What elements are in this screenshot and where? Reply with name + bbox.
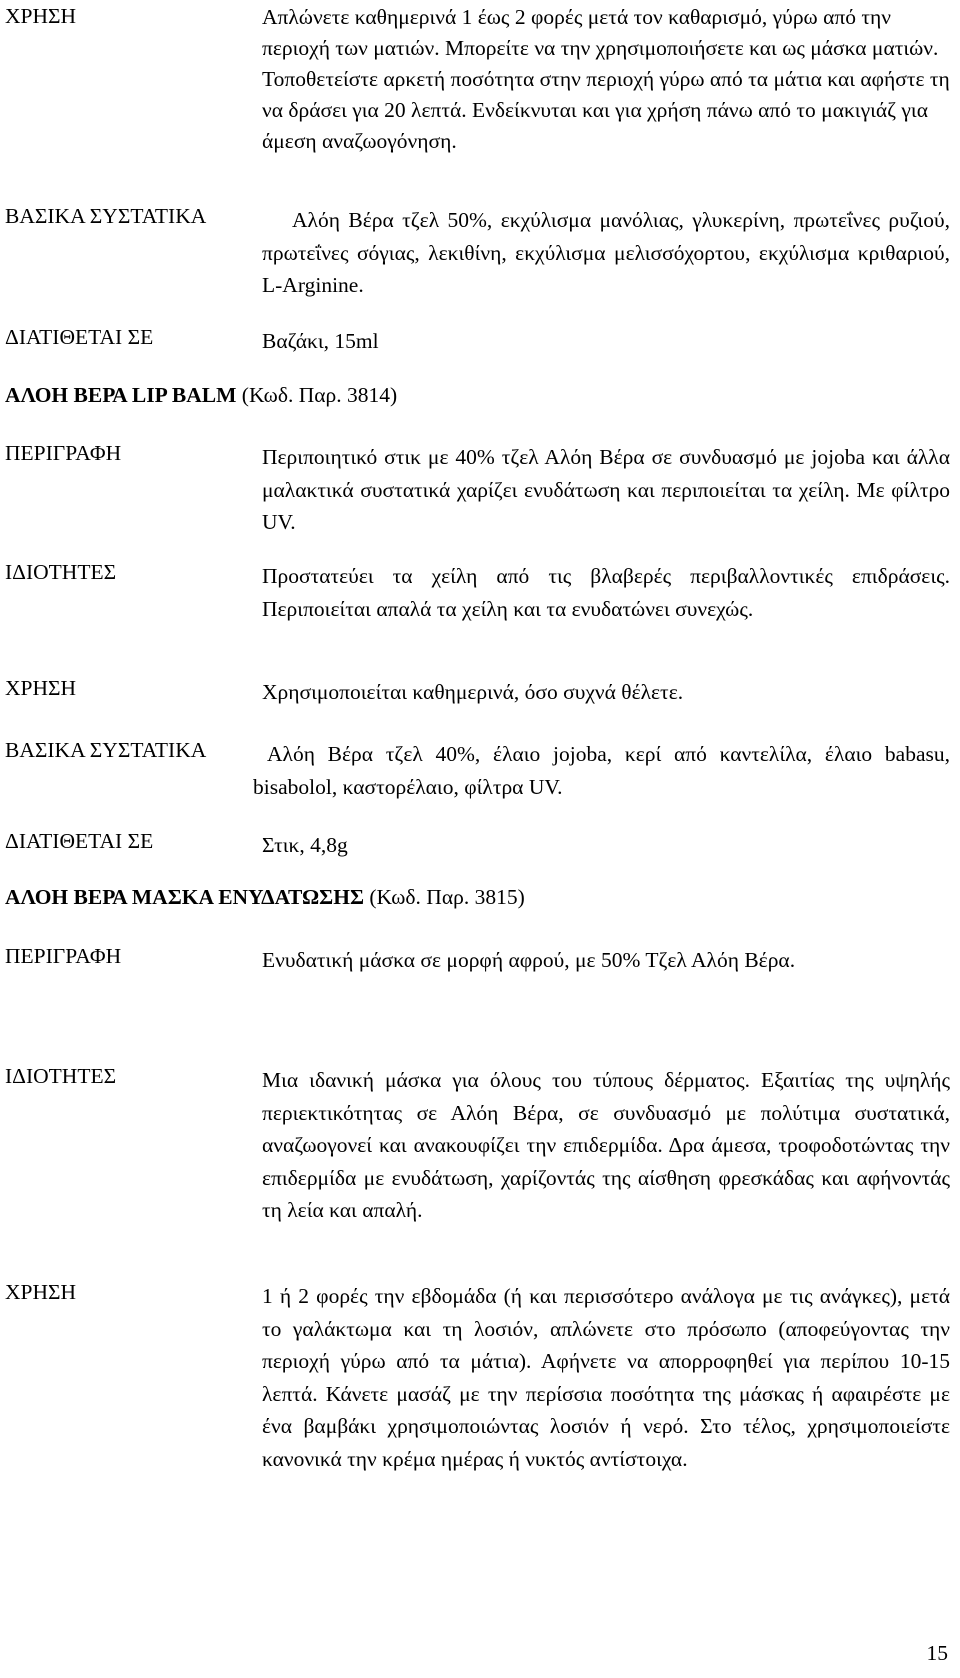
usage-text: Απλώνετε καθημερινά 1 έως 2 φορές μετά τον καθαρισμό, γύρω από την περιοχή των ματιών. Μπορείτε να την χρησιμοποιήσετε και ως μάσκα ματιών. Τοποθετείστε αρκετή ποσότητα στην περιοχή γύρω από τα μάτια και αφήστε τη να δράσει για 20 λεπτά. Ενδείκνυται και για χρήση πάνω από το μακιγιάζ για άμεση αναζωογόνηση.: [262, 5, 950, 153]
ingredients-text-content: Αλόη Βέρα τζελ 50%, εκχύλισμα μανόλιας, γλυκερίνη, πρωτεΐνες ρυζιού, πρωτεΐνες σόγιας, λεκιθίνη, εκχύλισμα μελισσόχορτου, εκχύλισμα κριθαριού, L-Arginine.: [262, 208, 950, 297]
ingredients-text: [262, 204, 950, 302]
mask-title: ΑΛΟΗ ΒΕΡΑ ΜΑΣΚΑ ΕΝΥΔΑΤΩΣΗΣ: [5, 885, 365, 909]
properties-label: ΙΔΙΟΤΗΤΕΣ: [5, 1064, 117, 1088]
available-text: Στικ, 4,8g: [262, 833, 348, 857]
properties-label: ΙΔΙΟΤΗΤΕΣ: [5, 560, 117, 584]
ingredients-label: ΒΑΣΙΚΑ ΣΥΣΤΑΤΙΚΑ: [5, 204, 207, 228]
description-label: ΠΕΡΙΓΡΑΦΗ: [5, 944, 122, 968]
lip-balm-available-row: [5, 829, 950, 861]
usage-label: ΧΡΗΣΗ: [5, 4, 77, 28]
page-number: 15: [926, 1641, 948, 1665]
properties-text: Μια ιδανική μάσκα για όλους του τύπους δέρματος. Εξαιτίας της υψηλής περιεκτικότητας σε Αλόη Βέρα, σε συνδυασμό με πολύτιμα συστατικά, αναζωογονεί και ανακουφίζει την επιδερμίδα. Δρα άμεσα, τροφοδοτώντας την επιδερμίδα με ενυδάτωση, χαρίζοντάς της αίσθηση φρεσκάδας και αφήνοντάς τη λεία και απαλή.: [262, 1068, 950, 1222]
mask-usage-row: [5, 1280, 950, 1550]
lip-balm-title: ΑΛΟΗ ΒΕΡΑ LIP BALM: [5, 383, 237, 407]
mask-code: (Κωδ. Παρ. 3815): [364, 885, 525, 909]
description-text: Περιποιητικό στικ με 40% τζελ Αλόη Βέρα σε συνδυασμό με jojoba και άλλα μαλακτικά συστατικά χαρίζει ενυδάτωση και περιποιείται τα χείλη. Με φίλτρο UV.: [262, 445, 950, 534]
available-label: ΔΙΑΤΙΘΕΤΑΙ ΣΕ: [5, 829, 154, 853]
ingredients-text: Αλόη Βέρα τζελ 40%, έλαιο jojoba, κερί από καντελίλα, έλαιο babasu, bisabolol, καστορέλαιο, φίλτρα UV.: [253, 742, 950, 799]
eye-gel-usage-row: [5, 2, 950, 172]
usage-text: Χρησιμοποιείται καθημερινά, όσο συχνά θέλετε.: [262, 680, 684, 704]
description-label: ΠΕΡΙΓΡΑΦΗ: [5, 441, 122, 465]
lip-balm-properties-row: [5, 560, 950, 630]
mask-heading: [5, 885, 525, 910]
description-text: Ενυδατική μάσκα σε μορφή αφρού, με 50% Τζελ Αλόη Βέρα.: [262, 948, 796, 972]
lip-balm-description-row: [5, 441, 950, 541]
properties-text: Προστατεύει τα χείλη από τις βλαβερές περιβαλλοντικές επιδράσεις. Περιποιείται απαλά τα χείλη και τα ενυδατώνει συνεχώς.: [262, 564, 950, 621]
usage-text: 1 ή 2 φορές την εβδομάδα (ή και περισσότερο ανάλογα με τις ανάγκες), μετά το γαλάκτωμα και τη λοσιόν, απλώνετε στο πρόσωπο (αποφεύγοντας την περιοχή γύρω από τα μάτια). Αφήνετε να απορροφηθεί για περίπου 10-15 λεπτά. Κάνετε μασάζ με την περίσσια ποσότητα της μάσκας ή αφαιρέστε με ένα βαμβάκι χρησιμοποιώντας λοσιόν ή νερό. Στο τέλος, χρησιμοποιείστε κανονικά την κρέμα ημέρας ή νυκτός αντίστοιχα.: [262, 1284, 950, 1471]
ingredients-label: ΒΑΣΙΚΑ ΣΥΣΤΑΤΙΚΑ: [5, 738, 207, 762]
available-label: ΔΙΑΤΙΘΕΤΑΙ ΣΕ: [5, 325, 154, 349]
lip-balm-usage-row: [5, 676, 950, 708]
mask-description-row: [5, 944, 950, 1014]
lip-balm-code: (Κωδ. Παρ. 3814): [236, 383, 398, 407]
available-text: Βαζάκι, 15ml: [262, 329, 379, 353]
usage-label: ΧΡΗΣΗ: [5, 1280, 77, 1304]
eye-gel-ingredients-row: [5, 204, 950, 304]
eye-gel-available-row: [5, 325, 950, 357]
mask-properties-row: [5, 1064, 950, 1234]
lip-balm-heading: [5, 383, 397, 408]
lip-balm-ingredients-row: [5, 738, 950, 808]
usage-label: ΧΡΗΣΗ: [5, 676, 77, 700]
